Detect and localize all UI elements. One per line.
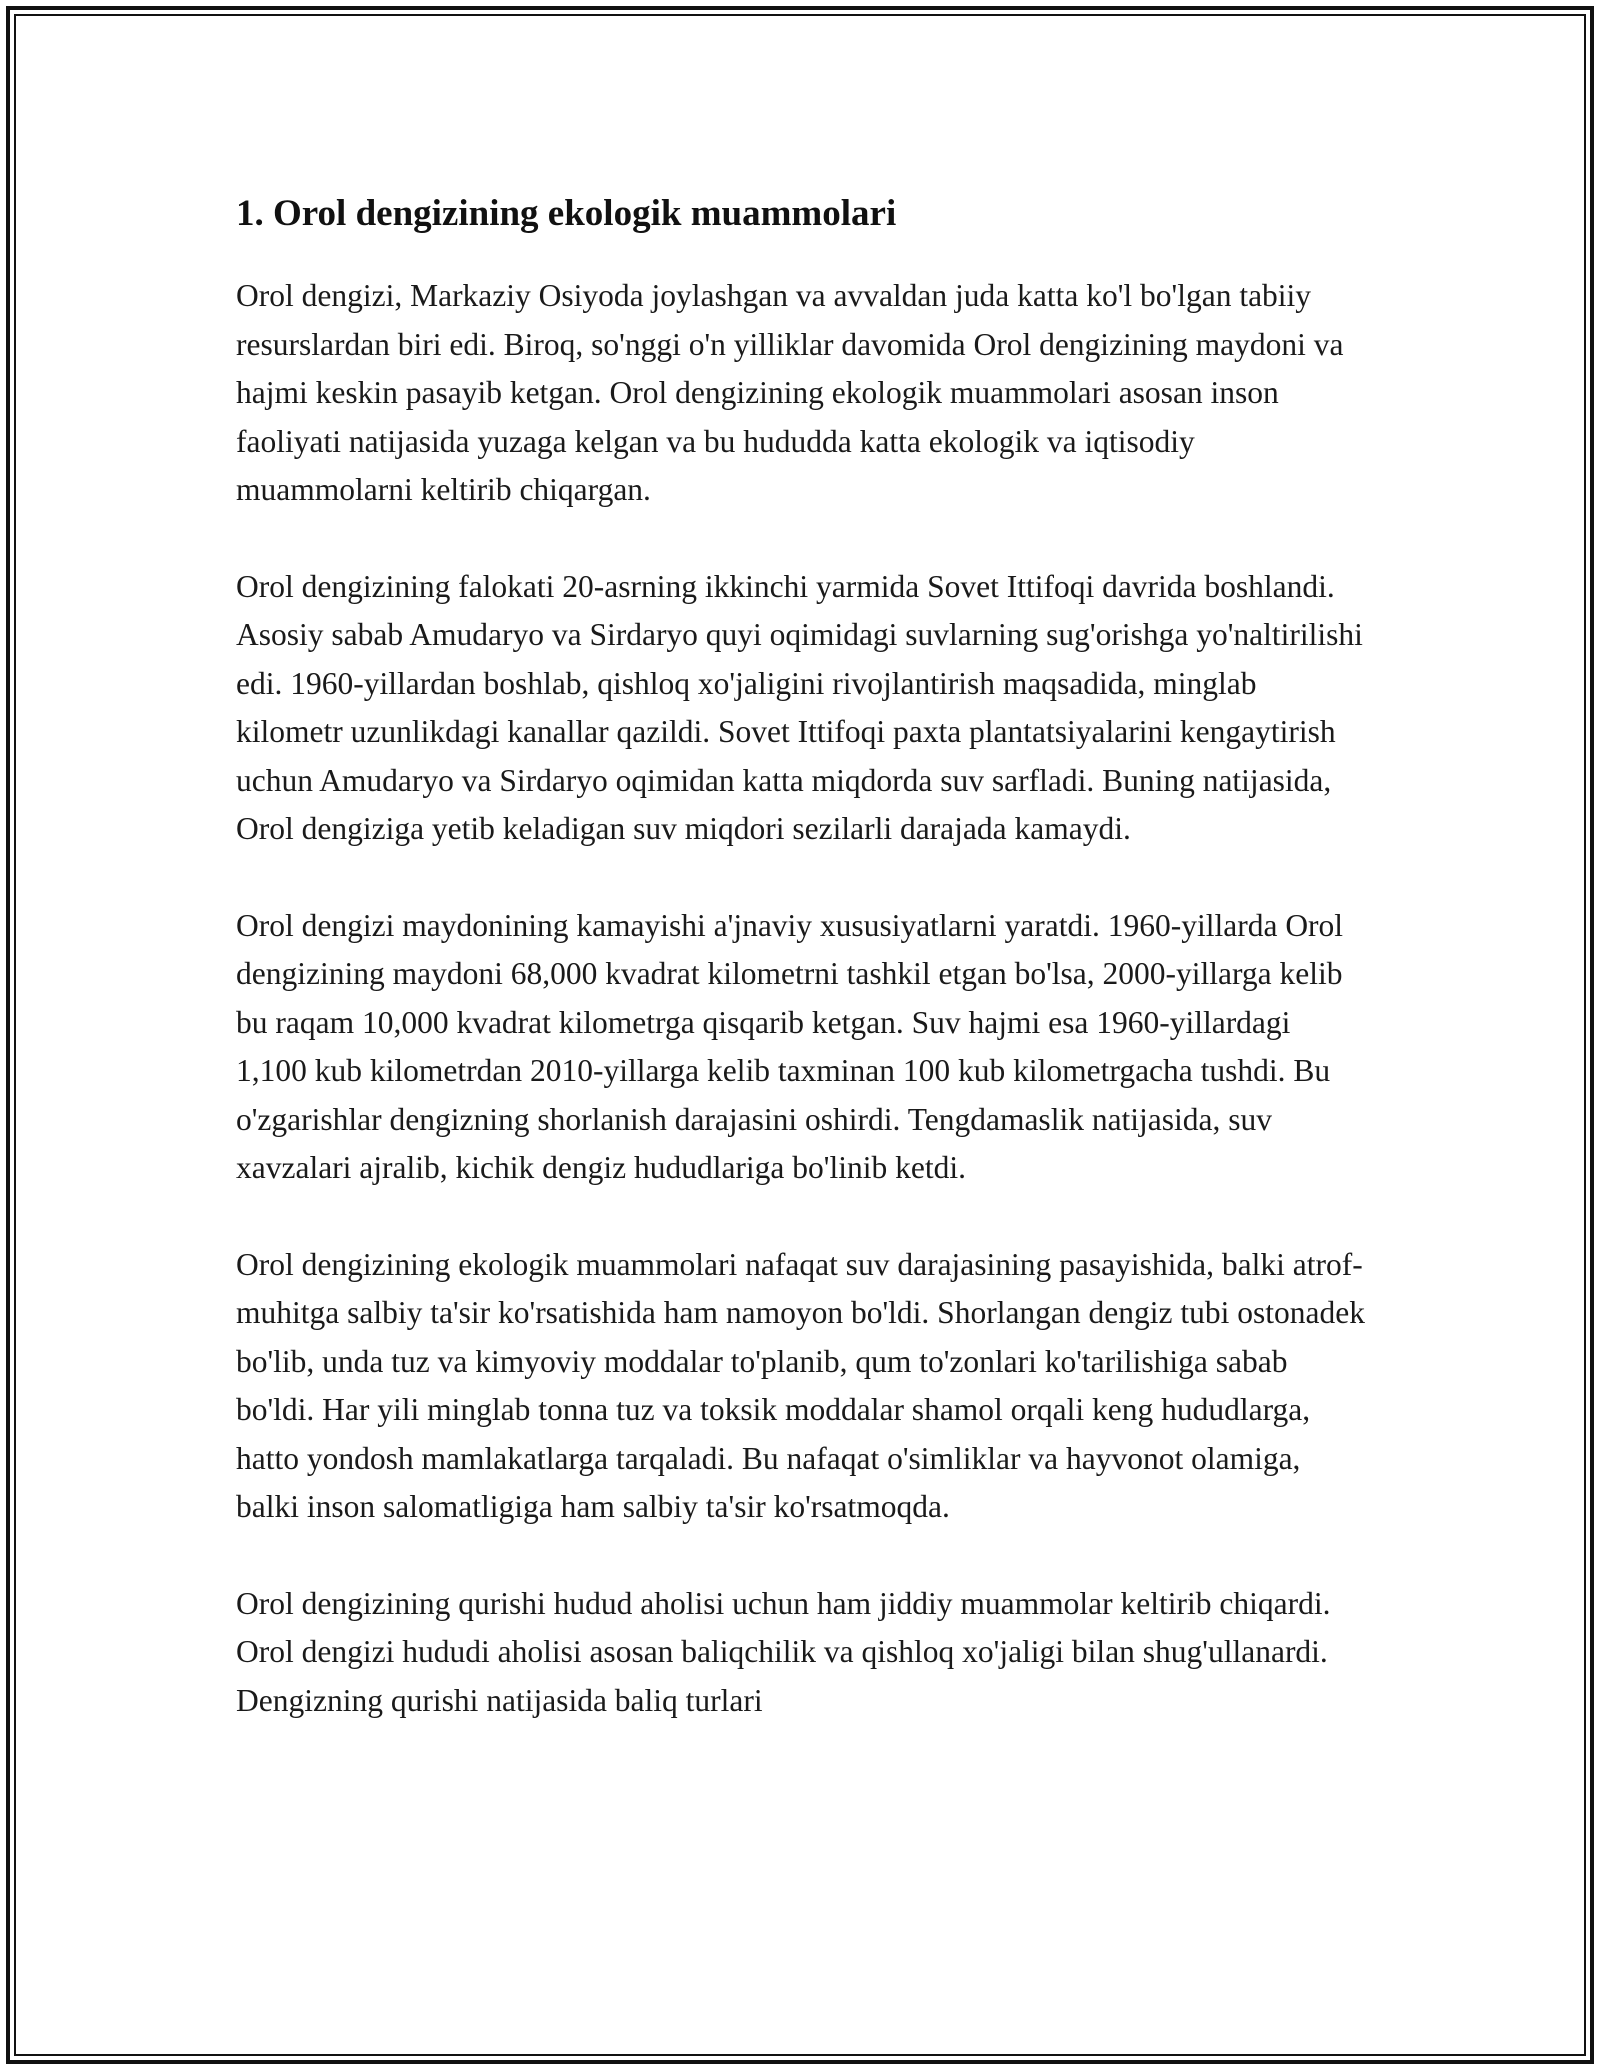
document-body: [236, 184, 1366, 1773]
paragraph-4: Orol dengizining ekologik muammolari nafaqat suv darajasining pasayishida, balki atrof-muhitga salbiy ta'sir ko'rsatishida ham namoyon bo'ldi. Shorlangan dengiz tubi ostonadek bo'lib, unda tuz va kimyoviy moddalar to'planib, qum to'zonlari ko'tarilishiga sabab bo'ldi. Har yili minglab tonna tuz va toksik moddalar shamol orqali keng hududlarga, hatto yondosh mamlakatlarga tarqaladi. Bu nafaqat o'simliklar va hayvonot olamiga, balki inson salomatligiga ham salbiy ta'sir ko'rsatmoqda.: [236, 1246, 1365, 1524]
paragraph-1: Orol dengizi, Markaziy Osiyoda joylashgan va avvaldan juda katta ko'l bo'lgan tabiiy resurslardan biri edi. Biroq, so'nggi o'n yilliklar davomida Orol dengizining maydoni va hajmi keskin pasayib ketgan. Orol dengizining ekologik muammolari asosan inson faoliyati natijasida yuzaga kelgan va bu hududda katta ekologik va iqtisodiy muammolarni keltirib chiqargan.: [236, 278, 1344, 507]
paragraph-3: Orol dengizi maydonining kamayishi a'jnaviy xususiyatlarni yaratdi. 1960-yillarda Orol dengizining maydoni 68,000 kvadrat kilometrni tashkil etgan bo'lsa, 2000-yillarga kelib bu raqam 10,000 kvadrat kilometrga qisqarib ketgan. Suv hajmi esa 1960-yillardagi 1,100 kub kilometrdan 2010-yillarga kelib taxminan 100 kub kilometrgacha tushdi. Bu o'zgarishlar dengizning shorlanish darajasini oshirdi. Tengdamaslik natijasida, suv xavzalari ajralib, kichik dengiz hududlariga bo'linib ketdi.: [236, 907, 1344, 1185]
paragraph-2: Orol dengizining falokati 20-asrning ikkinchi yarmida Sovet Ittifoqi davrida boshlandi. Asosiy sabab Amudaryo va Sirdaryo quyi oqimidagi suvlarning sug'orishga yo'naltirilishi edi. 1960-yillardan boshlab, qishloq xo'jaligini rivojlantirish maqsadida, minglab kilometr uzunlikdagi kanallar qazildi. Sovet Ittifoqi paxta plantatsiyalarini kengaytirish uchun Amudaryo va Sirdaryo oqimidan katta miqdorda suv sarfladi. Buning natijasida, Orol dengiziga yetib keladigan suv miqdori sezilarli darajada kamaydi.: [236, 568, 1363, 846]
section-title: 1. Orol dengizining ekologik muammolari: [236, 193, 897, 234]
paragraph-5: Orol dengizining qurishi hudud aholisi uchun ham jiddiy muammolar keltirib chiqardi. Orol dengizi hududi aholisi asosan baliqchilik va qishloq xo'jaligi bilan shug'ullanardi. Dengizning qurishi natijasida baliq turlari: [236, 1585, 1331, 1718]
